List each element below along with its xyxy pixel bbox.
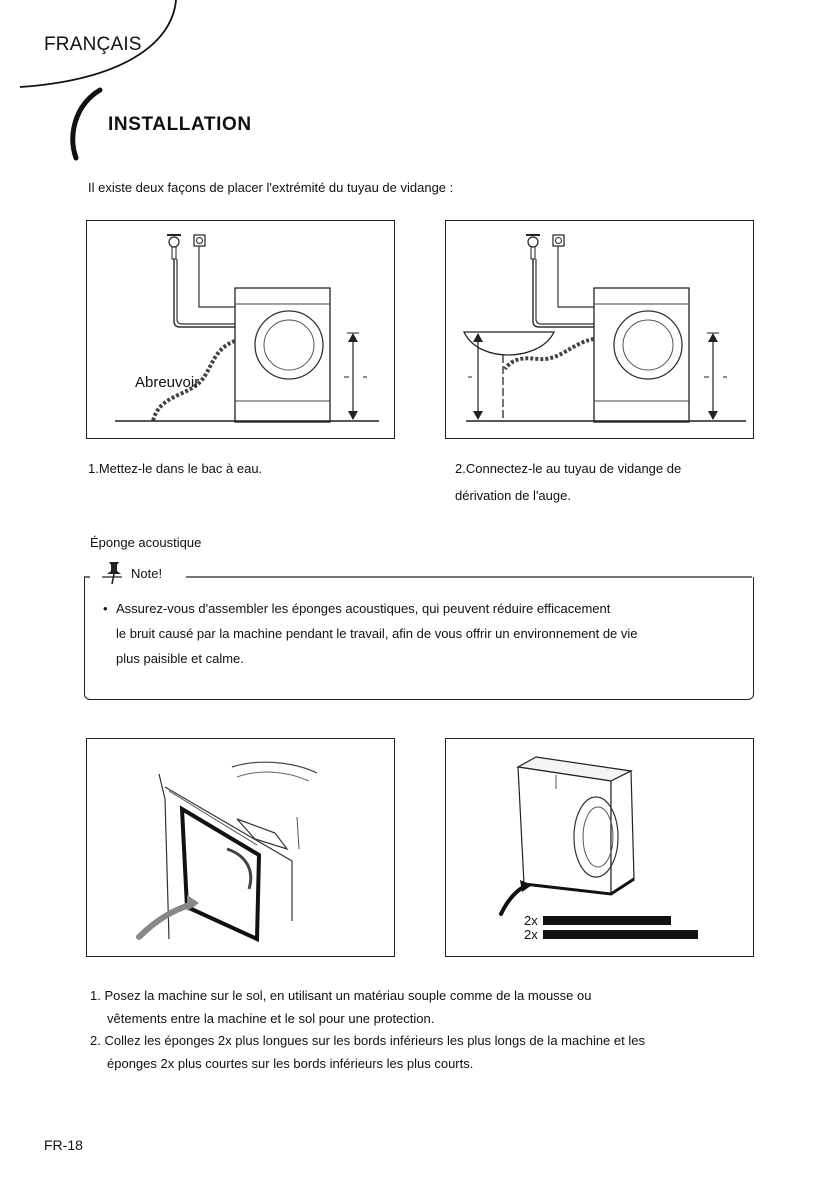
figure-tub-illustration bbox=[87, 221, 394, 438]
acoustic-heading: Éponge acoustique bbox=[90, 535, 202, 550]
note-text bbox=[103, 596, 733, 671]
section-title: INSTALLATION bbox=[108, 114, 252, 135]
tub-label: Abreuvoir bbox=[135, 374, 200, 391]
note-line-1: Assurez-vous d'assembler les éponges acoustiques, qui peuvent réduire efficacement bbox=[116, 601, 611, 616]
figure-tub-drain bbox=[86, 220, 395, 439]
step-1-line-1: 1. Posez la machine sur le sol, en utilisant un matériau souple comme de la mousse ou bbox=[90, 988, 592, 1003]
language-label: FRANÇAIS bbox=[44, 34, 142, 55]
figure-foam-strips bbox=[445, 738, 754, 957]
water-tap-icon bbox=[169, 237, 179, 247]
strip-count-2: 2x bbox=[524, 927, 538, 942]
power-socket-icon bbox=[553, 235, 564, 246]
foam-strip-short bbox=[543, 916, 671, 925]
page-number: FR-18 bbox=[44, 1137, 83, 1153]
strip-count-1: 2x bbox=[524, 913, 538, 928]
bullet-icon: • bbox=[103, 601, 108, 616]
foam-strips-illustration bbox=[446, 739, 753, 956]
note-line-2: le bruit causé par la machine pendant le travail, afin de vous offrir un environnement de vie bbox=[116, 626, 638, 641]
washing-machine bbox=[594, 288, 689, 422]
power-socket-icon bbox=[194, 235, 205, 246]
note-line-3: plus paisible et calme. bbox=[116, 651, 244, 666]
step-1-line-2: vêtements entre la machine et le sol pour une protection. bbox=[107, 1010, 435, 1026]
caption-method-2 bbox=[455, 455, 755, 509]
intro-text: Il existe deux façons de placer l'extrémité du tuyau de vidange : bbox=[88, 180, 454, 195]
pushpin-icon bbox=[100, 559, 124, 585]
title-bracket bbox=[73, 90, 100, 158]
direction-arrow bbox=[139, 904, 193, 937]
machine-side bbox=[518, 767, 611, 894]
caption-method-2-line1: 2.Connectez-le au tuyau de vidange de bbox=[455, 461, 682, 476]
instruction-steps bbox=[90, 985, 770, 1075]
underside-illustration bbox=[87, 739, 394, 956]
figure-sink-illustration bbox=[446, 221, 753, 438]
water-tap-icon bbox=[528, 237, 538, 247]
figure-sink-drain bbox=[445, 220, 754, 439]
note-label: Note! bbox=[131, 566, 163, 581]
washing-machine bbox=[235, 288, 330, 422]
step-2-line-2: éponges 2x plus courtes sur les bords inférieurs les plus courts. bbox=[107, 1055, 474, 1071]
foam-frame bbox=[182, 809, 259, 939]
note-top-border bbox=[84, 562, 754, 582]
caption-method-2-line2: dérivation de l'auge. bbox=[455, 488, 571, 503]
figure-machine-underside bbox=[86, 738, 395, 957]
step-2-line-1: 2. Collez les éponges 2x plus longues sur les bords inférieurs les plus longs de la machine et les bbox=[90, 1033, 645, 1048]
foam-strip-long bbox=[543, 930, 698, 939]
header-decoration bbox=[0, 0, 839, 170]
caption-method-1: 1.Mettez-le dans le bac à eau. bbox=[88, 461, 263, 476]
